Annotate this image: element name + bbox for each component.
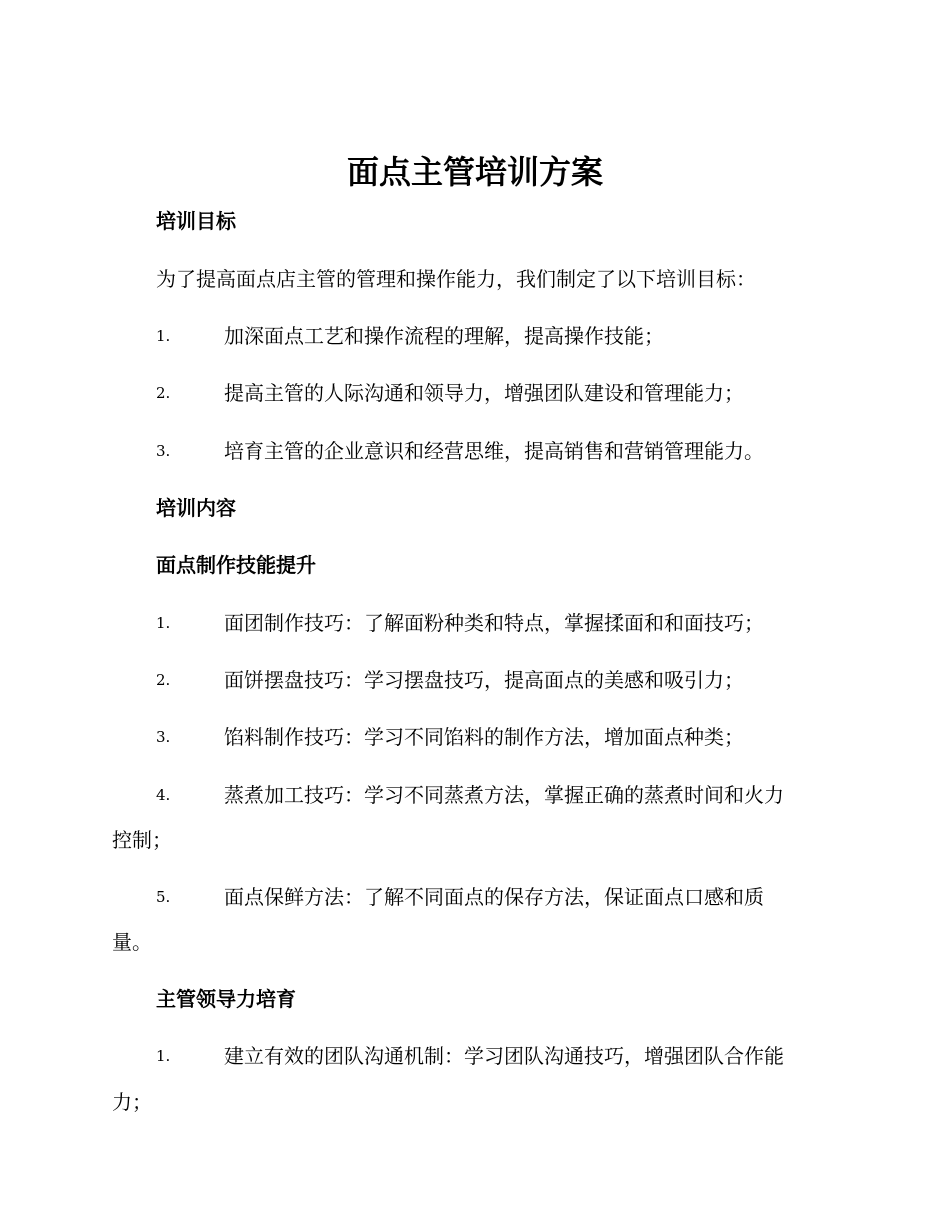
list-number: 2. xyxy=(156,671,171,689)
list-text: 加深面点工艺和操作流程的理解，提高操作技能； xyxy=(224,324,664,348)
list-item xyxy=(0,665,950,695)
list-text-continuation: 控制； xyxy=(112,828,172,852)
list-text: 培育主管的企业意识和经营思维，提高销售和营销管理能力。 xyxy=(224,439,764,463)
document-title: 面点主管培训方案 xyxy=(346,153,603,191)
list-number: 4. xyxy=(156,786,171,804)
list-item xyxy=(0,608,950,638)
list-number: 3. xyxy=(156,442,171,460)
list-item xyxy=(0,1041,950,1071)
list-text-continuation: 力； xyxy=(112,1090,152,1114)
list-item xyxy=(0,321,950,351)
list-number: 1. xyxy=(156,1047,171,1065)
subsection-heading-leadership: 主管领导力培育 xyxy=(156,987,296,1011)
goals-intro: 为了提高面点店主管的管理和操作能力，我们制定了以下培训目标： xyxy=(156,267,756,291)
list-item xyxy=(0,882,950,912)
list-text: 馅料制作技巧：学习不同馅料的制作方法，增加面点种类； xyxy=(224,725,744,749)
list-item xyxy=(0,436,950,466)
list-number: 5. xyxy=(156,888,171,906)
list-number: 2. xyxy=(156,384,171,402)
section-heading-content: 培训内容 xyxy=(156,496,236,520)
list-item xyxy=(0,378,950,408)
list-number: 1. xyxy=(156,614,171,632)
section-heading-goals: 培训目标 xyxy=(156,209,236,233)
list-text: 提高主管的人际沟通和领导力，增强团队建设和管理能力； xyxy=(224,381,744,405)
list-text: 面饼摆盘技巧：学习摆盘技巧，提高面点的美感和吸引力； xyxy=(224,668,744,692)
list-item xyxy=(0,722,950,752)
list-text: 蒸煮加工技巧：学习不同蒸煮方法，掌握正确的蒸煮时间和火力 xyxy=(224,783,784,807)
list-text: 建立有效的团队沟通机制：学习团队沟通技巧，增强团队合作能 xyxy=(224,1044,784,1068)
list-text: 面点保鲜方法：了解不同面点的保存方法，保证面点口感和质 xyxy=(224,885,764,909)
list-number: 1. xyxy=(156,327,171,345)
list-text-continuation: 量。 xyxy=(112,930,152,954)
list-item xyxy=(0,780,950,810)
list-text: 面团制作技巧：了解面粉种类和特点，掌握揉面和和面技巧； xyxy=(224,611,764,635)
subsection-heading-skills: 面点制作技能提升 xyxy=(156,553,316,577)
list-number: 3. xyxy=(156,728,171,746)
